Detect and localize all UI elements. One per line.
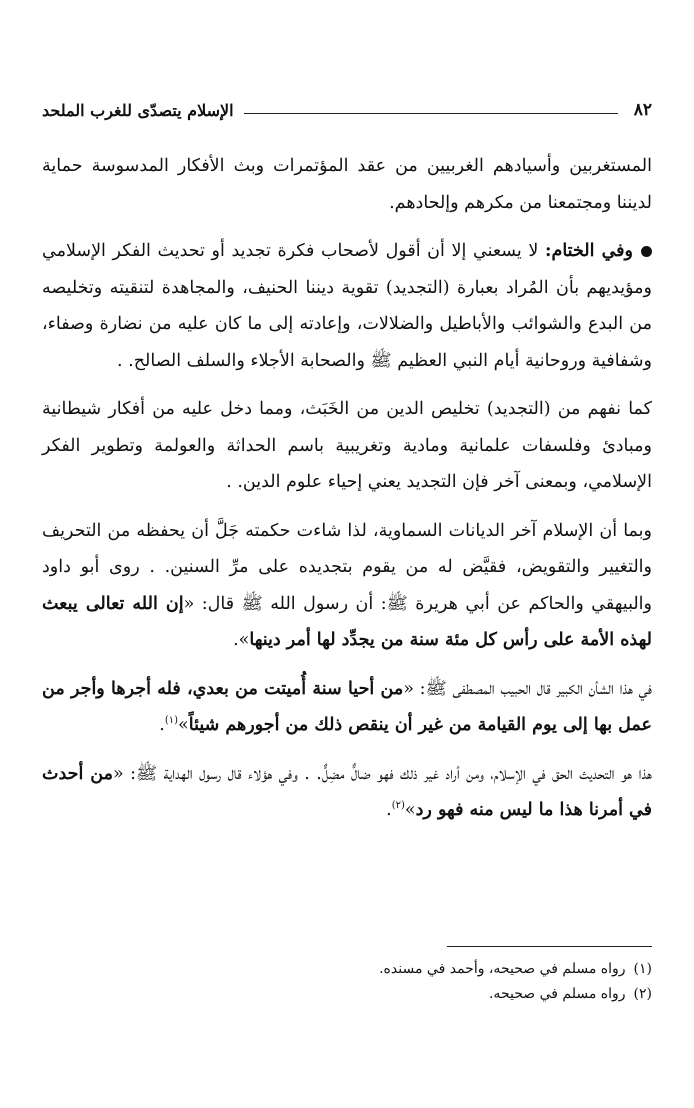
footnotes [42, 957, 652, 1007]
body-text [42, 148, 652, 841]
bullet-icon [641, 246, 652, 257]
paragraph-4 [42, 513, 652, 659]
footnote-number: (٢) [633, 986, 652, 1002]
book-page [42, 0, 652, 1108]
paragraph-2-text: لا يسعني إلا أن أقول لأصحاب فكرة تجديد أو تحديث الفكر الإسلامي ومؤيديهم بأن المُراد بعبارة (التجديد) تقوية ديننا الحنيف، والمجاهدة لتنقيته وتخليصه من البدع والشوائب والأباطيل والضلالات، وإعادته إلى ما كان عليه من نضارة وصفاء، وشفافية وروحانية أيام النبي العظيم ﷺ والصحابة الأجلاء والسلف الصالح. . [42, 241, 652, 371]
paragraph-5-tail: . [159, 715, 165, 735]
footnote-text: رواه مسلم في صحيحه. [488, 986, 626, 1002]
paragraph-4-text: وبما أن الإسلام آخر الديانات السماوية، لذا شاءت حكمته جَلَّ أن يحفظه من التحريف والتغيير والتقويض، فقيَّض له من يقوم بتجديده على مرِّ السنين. . روى أبو داود والبيهقي والحاكم عن أبي هريرة ﷺ: أن رسول الله ﷺ قال: « [42, 520, 652, 614]
paragraph-4-end: ». [233, 630, 250, 650]
footnote-separator [447, 946, 652, 947]
closing-lead: وفي الختام: [545, 241, 633, 261]
paragraph-3 [42, 391, 652, 501]
paragraph-3-text: كما نفهم من (التجديد) تخليص الدين من الخَبَث، ومما دخل عليه من أفكار شيطانية ومبادئ وفلسفات علمانية ومادية وتغريبية باسم الحداثة والعولمة وتطوير الفكر الإسلامي، وبمعنى آخر فإن التجديد يعني إحياء علوم الدين. . [42, 399, 652, 492]
paragraph-1-text: المستغربين وأسيادهم الغربيين من عقد المؤتمرات وبث الأفكار المدسوسة حماية لديننا ومجتمعنا من مكرهم وإلحادهم. [42, 156, 652, 213]
hadith-quote-2: من أحيا سنة أُميتت من بعدي، فله أجرها وأجر من عمل بها إلى يوم القيامة من غير أن ينقص ذلك من أجورهم شيئاً [42, 678, 652, 735]
paragraph-6 [42, 756, 652, 829]
paragraph-6-text: هذا هو التحديث الحق في الإسلام، ومن أراد غير ذلك فهو ضالٌّ مضِلٌّ. . وفي هؤلاء قال رسول الهداية ﷺ: « [113, 763, 652, 784]
footnote-number: (١) [633, 961, 652, 977]
paragraph-5 [42, 671, 652, 744]
running-title: الإسلام يتصدّى للغرب الملحد [42, 101, 234, 120]
footnote-ref-2: (٢) [391, 800, 405, 812]
paragraph-5-end: » [178, 715, 189, 735]
page-number: ٨٢ [633, 100, 652, 120]
paragraph-6-tail: . [386, 800, 392, 820]
header-rule [244, 113, 618, 114]
footnote-2 [42, 982, 652, 1007]
paragraph-2 [42, 233, 652, 379]
footnote-1 [42, 957, 652, 982]
footnote-ref-1: (١) [164, 715, 179, 727]
running-header [42, 92, 652, 120]
hadith-quote-1: إن الله تعالى يبعث لهذه الأمة على رأس كل مئة سنة من يجدِّد لها أمر دينها [42, 593, 652, 650]
paragraph-1 [42, 148, 652, 221]
paragraph-6-end: » [404, 800, 416, 820]
hadith-quote-3: من أحدث في أمرنا هذا ما ليس منه فهو رد [42, 763, 652, 820]
paragraph-5-text: في هذا الشأن الكبير قال الحبيب المصطفى ﷺ: « [403, 678, 652, 699]
footnote-text: رواه مسلم في صحيحه، وأحمد في مسنده. [379, 961, 626, 977]
